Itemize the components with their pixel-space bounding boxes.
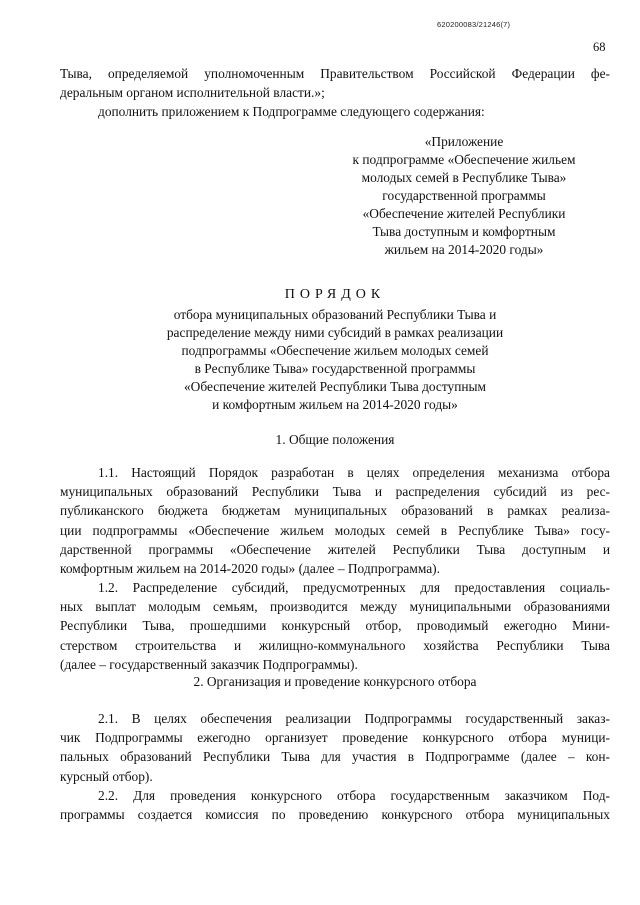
paragraph-line: 1.2. Распределение субсидий, предусмотренных для предоставления социаль- [98, 580, 610, 595]
paragraph-line: Республики Тыва, прошедшими конкурсный отбор, проводимый ежегодно Мини- [60, 618, 610, 634]
appendix-line: жильем на 2014-2020 годы» [384, 242, 544, 257]
intro-text [60, 64, 610, 121]
section-2-heading: 2. Организация и проведение конкурсного отбора [193, 674, 477, 689]
paragraph-line: 1.1. Настоящий Порядок разработан в целях определения механизма отбора [98, 465, 610, 480]
document-title [60, 286, 610, 414]
title-line: распределение между ними субсидий в рамках реализации [166, 325, 504, 340]
paragraph-line: чик Подпрограммы ежегодно организует проведение конкурсного отбора муници- [60, 730, 610, 746]
paragraph-1-1 [60, 463, 610, 578]
paragraph-line: дарственной программы «Обеспечение жителей Республики Тыва доступным и [60, 541, 610, 557]
intro-line: деральным органом исполнительной власти.»; [60, 85, 325, 100]
document-code: 620200083/21246(7) [437, 20, 511, 29]
paragraph-line: пальных образований Республики Тыва для участия в Подпрограмме (далее – кон- [60, 749, 610, 765]
paragraph-line: муниципальных образований Республики Тыва и распределения субсидий из рес- [60, 484, 610, 500]
section-1-heading: 1. Общие положения [275, 432, 395, 447]
title-line: отбора муниципальных образований Республики Тыва и [173, 307, 497, 322]
appendix-line: «Приложение [424, 134, 504, 149]
appendix-line: «Обеспечение жителей Республики [362, 206, 566, 221]
paragraph-2-1 [60, 709, 610, 786]
paragraph-line: (далее – государственный заказчик Подпрограммы). [60, 656, 358, 672]
title-line: «Обеспечение жителей Республики Тыва доступным [183, 379, 487, 394]
intro-line: Тыва, определяемой уполномоченным Правительством Российской Федерации фе- [60, 66, 610, 81]
title-word: ПОРЯДОК [284, 287, 386, 302]
appendix-block [300, 133, 628, 259]
appendix-line: молодых семей в Республике Тыва» [361, 170, 567, 185]
appendix-line: государственной программы [382, 188, 546, 203]
paragraph-line: комфортным жильем на 2014-2020 годы» (далее – Подпрограмма). [60, 560, 440, 576]
appendix-line: к подпрограмме «Обеспечение жильем [352, 152, 576, 167]
intro-line: дополнить приложением к Подпрограмме следующего содержания: [98, 104, 485, 119]
paragraph-line: 2.1. В целях обеспечения реализации Подпрограммы государственный заказ- [98, 711, 610, 726]
paragraph-line: курсный отбор). [60, 768, 153, 784]
paragraph-1-2 [60, 578, 610, 674]
title-line: подпрограммы «Обеспечение жильем молодых семей [181, 343, 489, 358]
paragraph-line: 2.2. Для проведения конкурсного отбора государственным заказчиком Под- [98, 788, 610, 803]
page-number: 68 [593, 40, 606, 54]
paragraph-line: публиканского бюджета бюджетам муниципальных образований в рамках реализа- [60, 503, 610, 519]
paragraph-line: ных выплат молодым семьям, производится между муниципальными образованиями [60, 599, 610, 615]
title-line: и комфортным жильем на 2014-2020 годы» [212, 397, 458, 412]
paragraph-2-2 [60, 786, 610, 824]
paragraph-line: стерством строительства и жилищно-коммунального хозяйства Республики Тыва [60, 637, 610, 653]
paragraph-line: ции подпрограммы «Обеспечение жильем молодых семей в Республике Тыва» госу- [60, 522, 610, 538]
paragraph-line: программы создается комиссия по проведению конкурсного отбора муниципальных [60, 807, 610, 823]
title-line: в Республике Тыва» государственной программы [194, 361, 476, 376]
appendix-line: Тыва доступным и комфортным [372, 224, 556, 239]
